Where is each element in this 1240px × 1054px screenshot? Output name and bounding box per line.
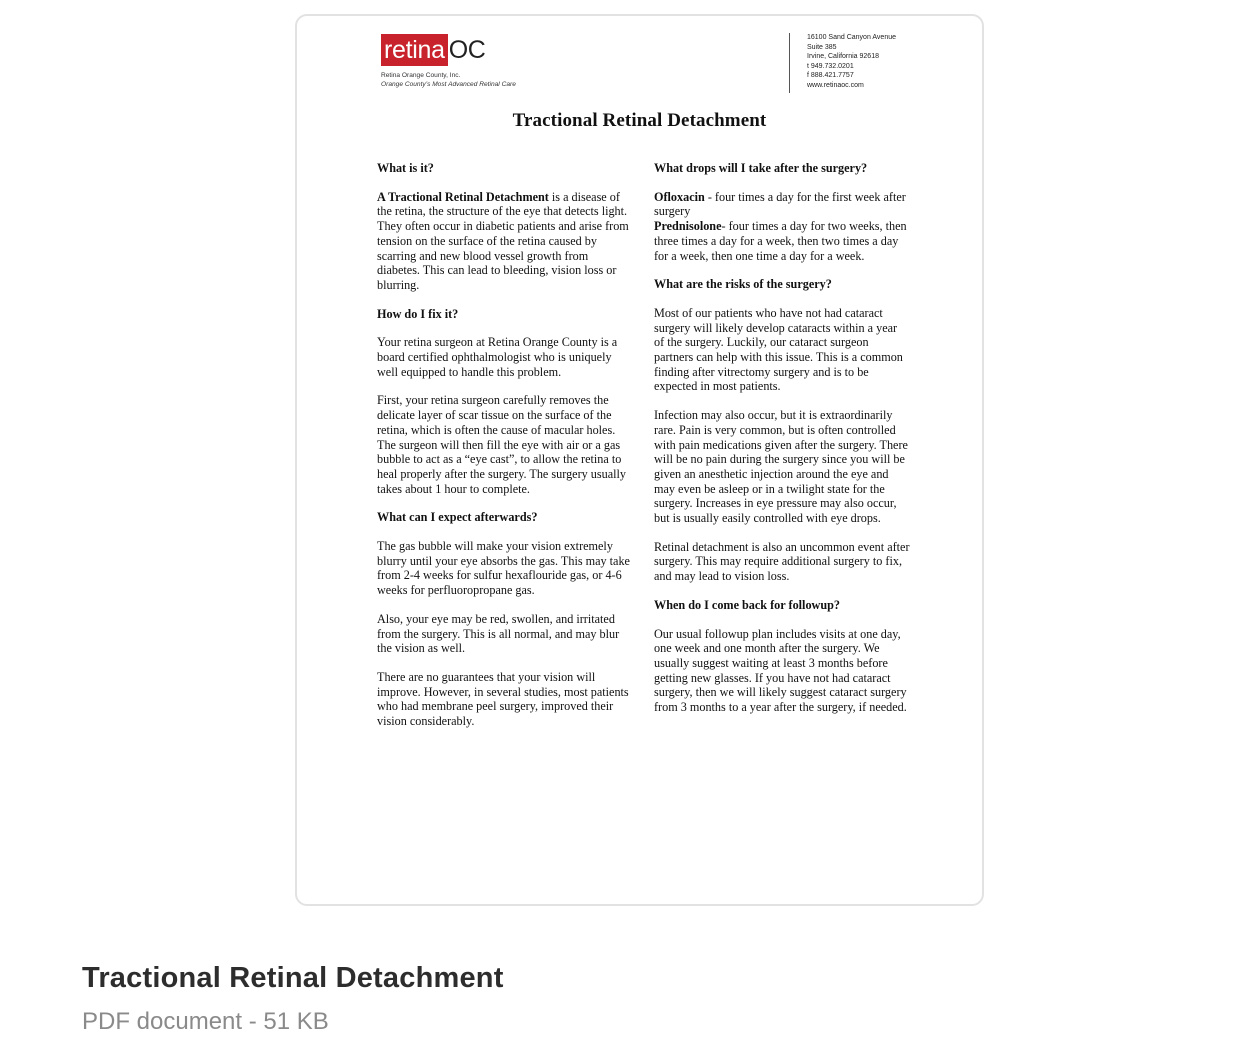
section-heading: What can I expect afterwards? <box>377 510 538 525</box>
paragraph: Most of our patients who have not had cataract surgery will likely develop cataracts within a year of the surgery. Luckily, our cataract surgeon partners can help with this issue. This is a common finding after vitrectomy surgery and is to be expected in most patients. <box>654 305 903 394</box>
address-line: f 888.421.7757 <box>807 72 854 80</box>
org-name: Retina Orange County, Inc. <box>381 72 461 79</box>
paragraph: Also, your eye may be red, swollen, and irritated from the surgery. This is all normal, and may blur the vision as well. <box>377 611 620 656</box>
paragraph: Retinal detachment is also an uncommon event after surgery. This may require additional surgery to fix, and may lead to vision loss. <box>654 539 910 584</box>
retinaoc-logo <box>381 34 516 89</box>
logo-retina-text: retina <box>381 34 448 66</box>
section-heading: How do I fix it? <box>377 306 459 321</box>
pdf-page <box>297 16 982 904</box>
bold-term: A Tractional Retinal Detachment <box>377 189 549 204</box>
section-heading: What drops will I take after the surgery? <box>654 161 868 175</box>
address-line: www.retinaoc.com <box>807 81 864 89</box>
file-meta: PDF document - 51 KB <box>82 1008 329 1035</box>
address-block <box>807 33 896 91</box>
address-line: Irvine, California 92618 <box>807 53 879 61</box>
paragraph <box>377 190 633 293</box>
logo-oc-text: OC <box>448 36 486 64</box>
address-divider <box>789 33 790 93</box>
paragraph: Our usual followup plan includes visits at one day, one week and one month after the surgery. We usually suggest waiting at least 3 months before getting new glasses. If you have not had cataract surgery, then we will likely suggest cataract surgery from 3 months to a year after the surgery, if needed. <box>654 626 907 715</box>
paragraph: First, your retina surgeon carefully removes the delicate layer of scar tissue on the surface of the retina, which is often the cause of macular holes. The surgeon will then fill the eye with air or a gas bubble to act as a “eye cast”, to allow the retina to heal properly after the surgery. The surgery usually takes about 1 hour to complete. <box>377 393 626 496</box>
drop-name: Ofloxacin <box>654 189 705 204</box>
pdf-preview-thumbnail[interactable] <box>295 14 984 906</box>
drop-instructions: - four times a day for the first week after surgery <box>654 189 906 219</box>
address-line: Suite 385 <box>807 43 837 51</box>
paragraph: Infection may also occur, but it is extraordinarily rare. Pain is very common, but is often controlled with pain medications given after the surgery. There will be no pain during the surgery since you will be given an anesthetic injection around the eye and may even be asleep or in a twilight state for the surgery. Increases in eye pressure may also occur, but is usually easily controlled with eye drops. <box>654 408 908 526</box>
section-heading: What are the risks of the surgery? <box>654 277 832 292</box>
address-line: 16100 Sand Canyon Avenue <box>807 34 897 41</box>
right-column <box>654 161 910 729</box>
logo-wordmark <box>381 34 516 66</box>
address-line: t 949.732.0201 <box>807 62 854 70</box>
paragraph: There are no guarantees that your vision will improve. However, in several studies, most patients who had membrane peel surgery, improved their vision considerably. <box>377 669 629 729</box>
paragraph: Your retina surgeon at Retina Orange County is a board certified ophthalmologist who is uniquely well equipped to handle this problem. <box>377 335 618 379</box>
drop-item <box>654 219 910 263</box>
paragraph: The gas bubble will make your vision extremely blurry until your eye absorbs the gas. This may take from 2-4 weeks for sulfur hexaflouride gas, or 4-6 weeks for perfluoropropane gas. <box>377 539 630 598</box>
file-name[interactable]: Tractional Retinal Detachment <box>82 962 504 994</box>
section-heading: What is it? <box>377 161 434 175</box>
drop-item <box>654 190 910 219</box>
paragraph-text: is a disease of the retina, the structure of the eye that detects light. They often occur in diabetic patients and arise from tension on the surface of the retina caused by scarring and new blood vessel growth from diabetes. This can lead to bleeding, vision loss or blurring. <box>377 189 629 292</box>
section-heading: When do I come back for followup? <box>654 597 840 612</box>
drop-name: Prednisolone <box>654 219 722 234</box>
org-tagline: Orange County’s Most Advanced Retinal Care <box>381 80 516 88</box>
drop-instructions: - four times a day for two weeks, then three times a day for a week, then two times a day for a week, then one time a day for a week. <box>654 219 907 263</box>
left-column <box>377 161 633 743</box>
document-title: Tractional Retinal Detachment <box>512 110 767 131</box>
